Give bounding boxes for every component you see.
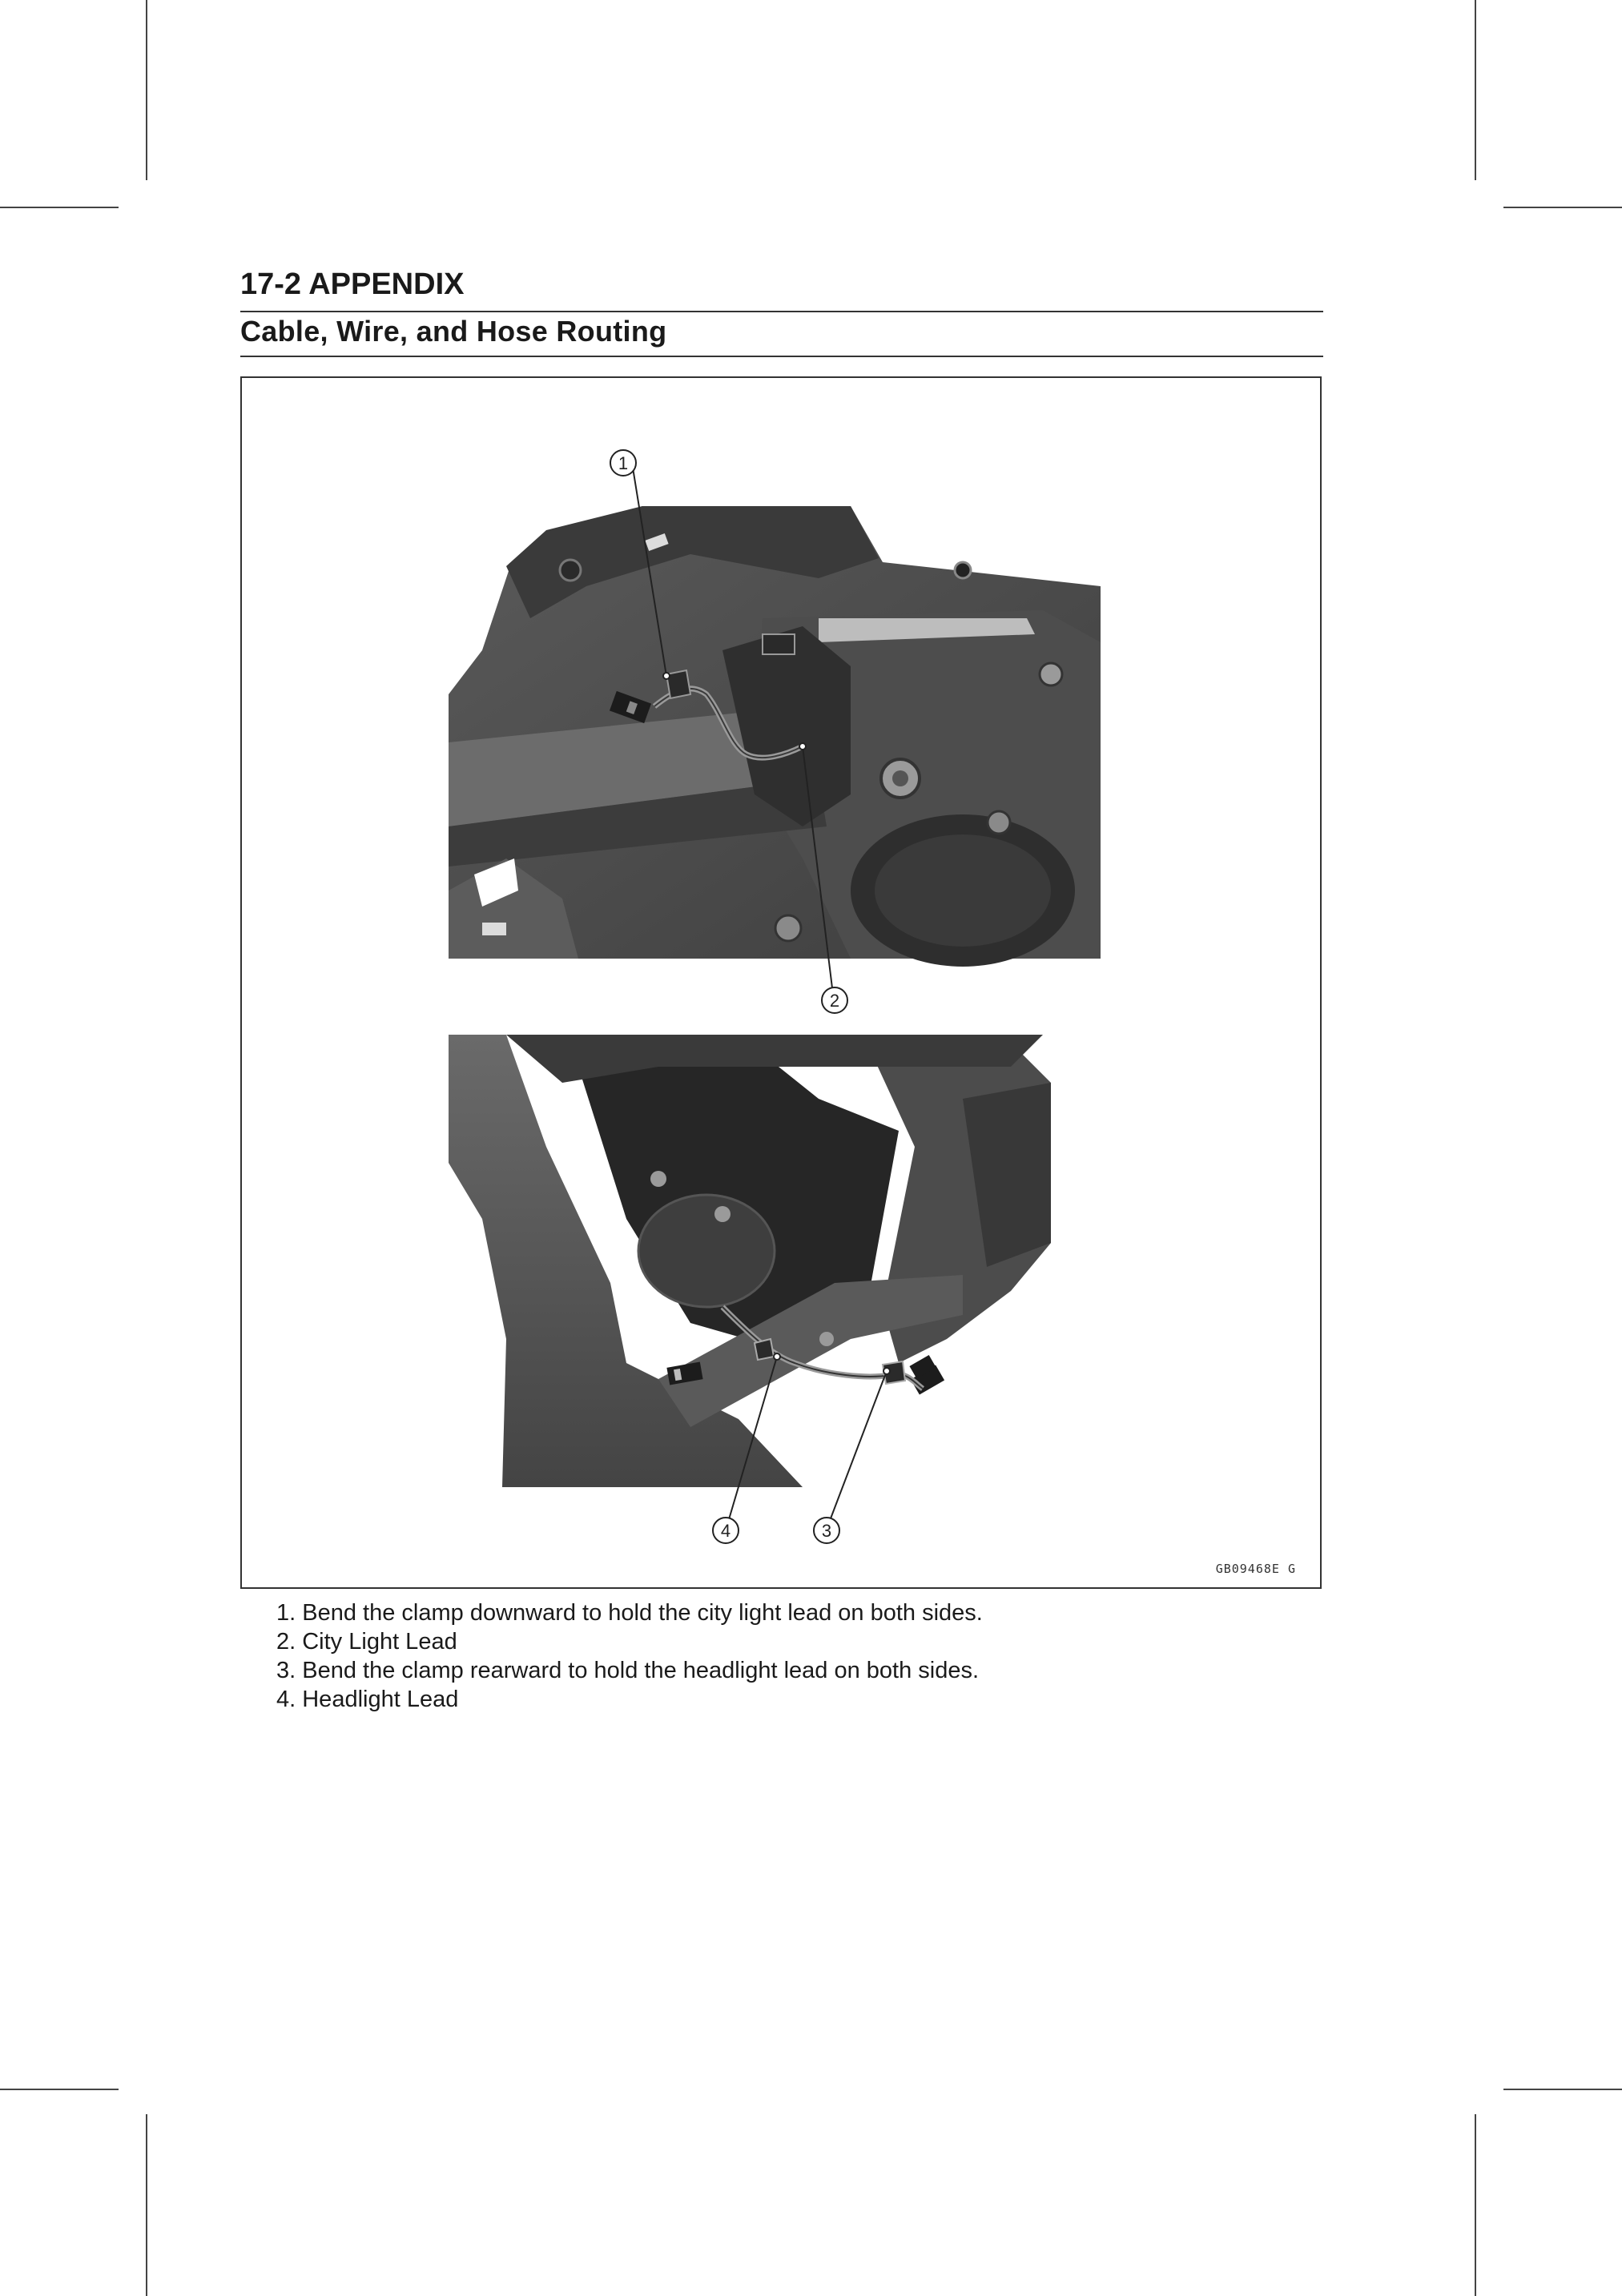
chapter-heading: 17-2 APPENDIX bbox=[240, 267, 465, 301]
routing-illustration bbox=[242, 378, 1320, 1587]
crop-mark-top-left-h bbox=[0, 207, 119, 208]
caption-item: 2. City Light Lead bbox=[276, 1629, 457, 1655]
header-rule-top bbox=[240, 311, 1323, 312]
crop-mark-bottom-right-h bbox=[1503, 2089, 1622, 2090]
crop-mark-bottom-right-v bbox=[1475, 2114, 1476, 2296]
caption-list bbox=[276, 1598, 983, 1714]
crop-mark-top-left-v bbox=[146, 0, 147, 180]
callout-2-label: 2 bbox=[829, 991, 840, 1011]
callout-1-label: 1 bbox=[618, 453, 629, 473]
callout-3-label: 3 bbox=[821, 1521, 832, 1541]
upper-headlight-view bbox=[449, 506, 1101, 967]
routing-figure bbox=[240, 376, 1322, 1589]
crop-mark-top-right-v bbox=[1475, 0, 1476, 180]
lower-headlight-view bbox=[449, 1035, 1057, 1487]
caption-item: 1. Bend the clamp downward to hold the city light lead on both sides. bbox=[276, 1600, 983, 1626]
figure-code: GB09468E G bbox=[1215, 1562, 1296, 1576]
caption-item: 4. Headlight Lead bbox=[276, 1687, 459, 1712]
section-title: Cable, Wire, and Hose Routing bbox=[240, 315, 667, 348]
crop-mark-bottom-left-h bbox=[0, 2089, 119, 2090]
header-rule-bottom bbox=[240, 356, 1323, 357]
crop-mark-top-right-h bbox=[1503, 207, 1622, 208]
caption-item: 3. Bend the clamp rearward to hold the headlight lead on both sides. bbox=[276, 1658, 980, 1683]
crop-mark-bottom-left-v bbox=[146, 2114, 147, 2296]
callout-4-label: 4 bbox=[720, 1521, 731, 1541]
